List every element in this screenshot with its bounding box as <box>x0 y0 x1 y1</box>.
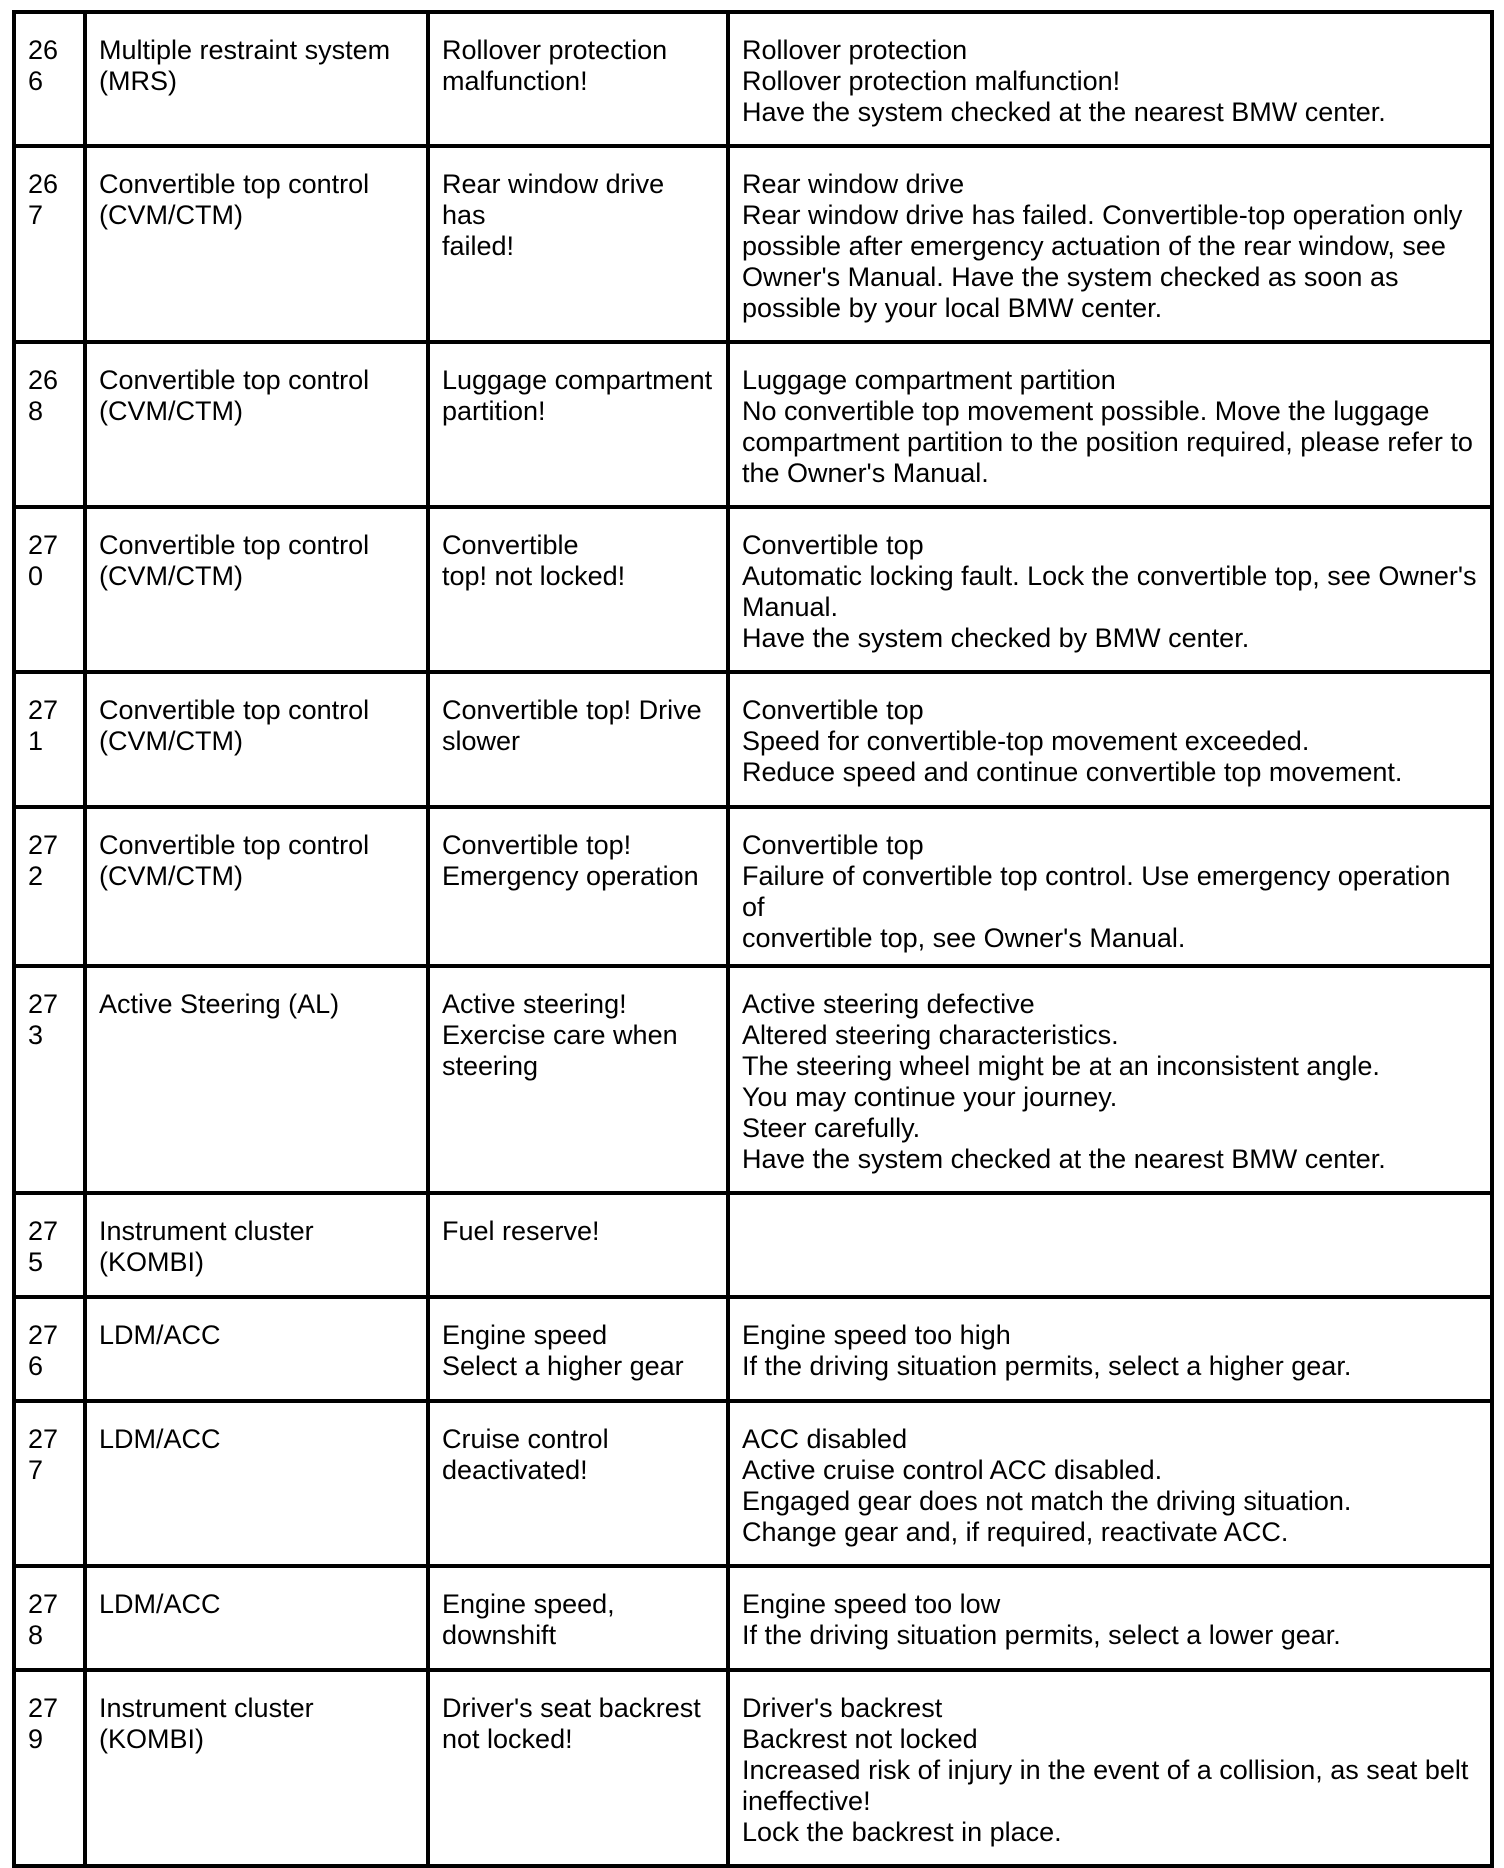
display-message: Rollover protection malfunction! <box>428 12 728 146</box>
display-message: Convertible top! not locked! <box>428 507 728 672</box>
table-row <box>14 1297 1492 1401</box>
table-row <box>14 1401 1492 1566</box>
display-message: Engine speed, downshift <box>428 1566 728 1670</box>
table-row <box>14 507 1492 672</box>
display-message: Driver's seat backrest not locked! <box>428 1670 728 1866</box>
message-description: Engine speed too high If the driving situation permits, select a higher gear. <box>728 1297 1492 1401</box>
control-unit: Instrument cluster (KOMBI) <box>85 1670 428 1866</box>
display-message: Convertible top! Emergency operation <box>428 807 728 966</box>
message-number: 277 <box>14 1401 85 1566</box>
control-unit: Convertible top control (CVM/CTM) <box>85 672 428 807</box>
table-row <box>14 146 1492 342</box>
message-number: 267 <box>14 146 85 342</box>
message-description: Rollover protection Rollover protection malfunction! Have the system checked at the nearest BMW center. <box>728 12 1492 146</box>
message-number: 268 <box>14 342 85 507</box>
message-description: Engine speed too low If the driving situation permits, select a lower gear. <box>728 1566 1492 1670</box>
message-description: Luggage compartment partition No convertible top movement possible. Move the luggage compartment partition to the position required, please refer to the Owner's Manual. <box>728 342 1492 507</box>
table-row <box>14 1193 1492 1297</box>
display-message: Engine speed Select a higher gear <box>428 1297 728 1401</box>
message-number: 279 <box>14 1670 85 1866</box>
table-row <box>14 12 1492 146</box>
message-number: 278 <box>14 1566 85 1670</box>
control-unit: Multiple restraint system (MRS) <box>85 12 428 146</box>
display-message: Convertible top! Drive slower <box>428 672 728 807</box>
table-row <box>14 1670 1492 1866</box>
control-unit: LDM/ACC <box>85 1401 428 1566</box>
message-number: 266 <box>14 12 85 146</box>
message-number: 272 <box>14 807 85 966</box>
control-unit: Instrument cluster (KOMBI) <box>85 1193 428 1297</box>
table-row <box>14 966 1492 1193</box>
message-description: Active steering defective Altered steering characteristics. The steering wheel might be at an inconsistent angle. You may continue your journey. Steer carefully. Have the system checked at the nearest BMW center. <box>728 966 1492 1193</box>
check-control-message-table <box>12 10 1494 1868</box>
message-number: 276 <box>14 1297 85 1401</box>
control-unit: Convertible top control (CVM/CTM) <box>85 807 428 966</box>
table-row <box>14 1566 1492 1670</box>
control-unit: LDM/ACC <box>85 1297 428 1401</box>
display-message: Cruise control deactivated! <box>428 1401 728 1566</box>
message-number: 273 <box>14 966 85 1193</box>
control-unit: Convertible top control (CVM/CTM) <box>85 342 428 507</box>
message-number: 270 <box>14 507 85 672</box>
display-message: Luggage compartment partition! <box>428 342 728 507</box>
message-description: ACC disabled Active cruise control ACC disabled. Engaged gear does not match the driving situation. Change gear and, if required, reactivate ACC. <box>728 1401 1492 1566</box>
message-number: 271 <box>14 672 85 807</box>
message-number: 275 <box>14 1193 85 1297</box>
message-description: Convertible top Automatic locking fault. Lock the convertible top, see Owner's Manual. Have the system checked by BMW center. <box>728 507 1492 672</box>
table-row <box>14 807 1492 966</box>
message-description: Convertible top Failure of convertible top control. Use emergency operation of convertible top, see Owner's Manual. <box>728 807 1492 966</box>
control-unit: Convertible top control (CVM/CTM) <box>85 146 428 342</box>
message-description <box>728 1193 1492 1297</box>
table-row <box>14 342 1492 507</box>
table-row <box>14 672 1492 807</box>
display-message: Rear window drive has failed! <box>428 146 728 342</box>
display-message: Active steering! Exercise care when steering <box>428 966 728 1193</box>
table-body <box>14 12 1492 1866</box>
control-unit: Convertible top control (CVM/CTM) <box>85 507 428 672</box>
message-description: Rear window drive Rear window drive has failed. Convertible-top operation only possible after emergency actuation of the rear window, see Owner's Manual. Have the system checked as soon as possible by your local BMW center. <box>728 146 1492 342</box>
display-message: Fuel reserve! <box>428 1193 728 1297</box>
control-unit: LDM/ACC <box>85 1566 428 1670</box>
control-unit: Active Steering (AL) <box>85 966 428 1193</box>
message-description: Driver's backrest Backrest not locked Increased risk of injury in the event of a collision, as seat belt ineffective! Lock the backrest in place. <box>728 1670 1492 1866</box>
message-description: Convertible top Speed for convertible-top movement exceeded. Reduce speed and continue convertible top movement. <box>728 672 1492 807</box>
